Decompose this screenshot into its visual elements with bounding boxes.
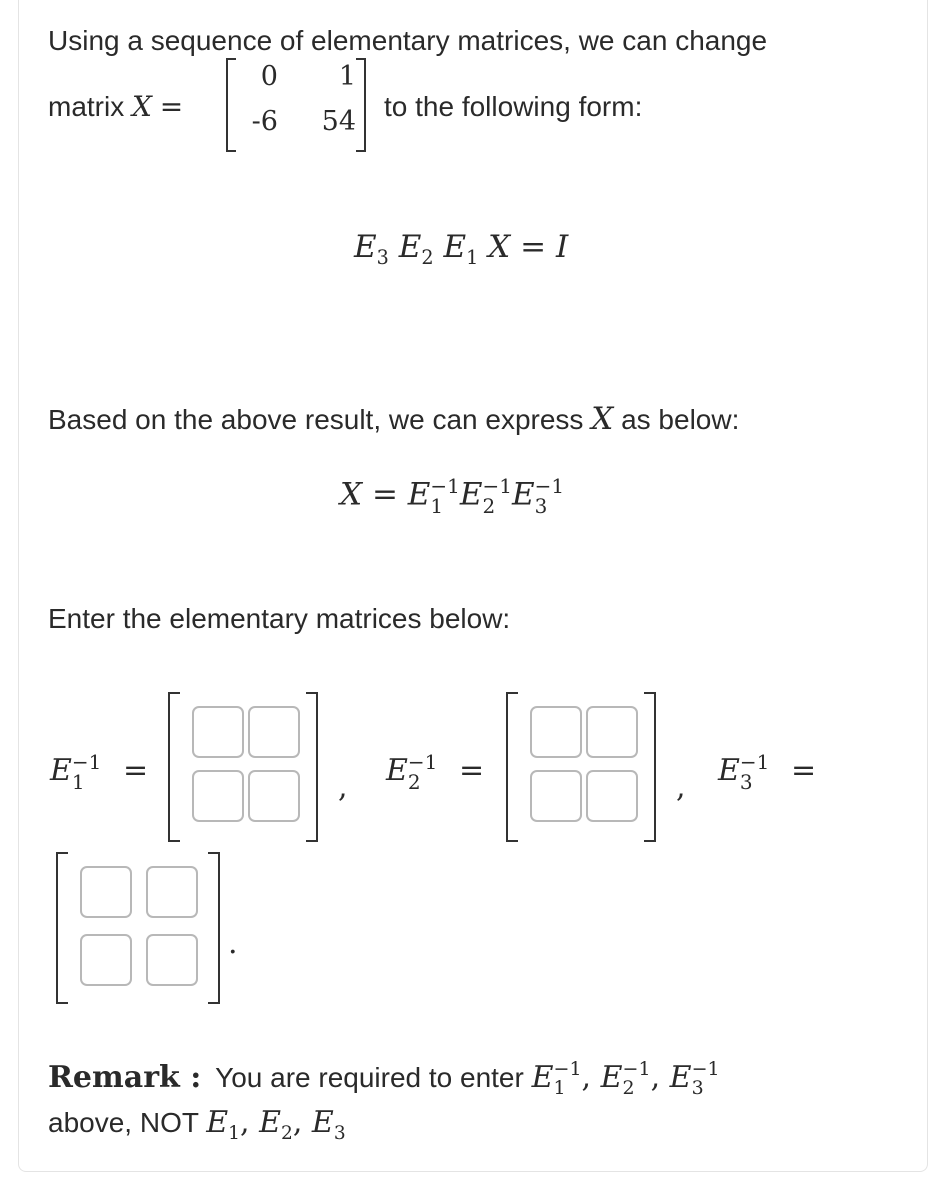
e3-inverse-label (718, 752, 816, 792)
bracket-left (226, 58, 236, 152)
matrix-x (226, 58, 366, 152)
e1-inv-cell-12-input[interactable] (248, 706, 300, 758)
intro-line-1: Using a sequence of elementary matrices, we can change (48, 25, 768, 56)
e2-inverse-label (386, 752, 484, 792)
inverse-superscript: −1 (553, 1058, 582, 1080)
matrix-cell: 0 (260, 61, 278, 92)
express-line (48, 402, 739, 437)
e-letter: E (531, 1060, 554, 1095)
identity-letter: I (555, 229, 569, 265)
subscript-2: 2 (280, 1123, 293, 1144)
e1-inverse-label (50, 752, 148, 792)
bracket-left (506, 692, 518, 842)
subscript-1: 1 (71, 770, 85, 794)
equals-sign: = (371, 476, 398, 513)
subscript-1: 1 (430, 494, 444, 518)
intro-suffix: to the following form: (384, 91, 643, 122)
equation-e3e2e1x-eq-i (354, 230, 568, 275)
var-x: X (591, 401, 614, 437)
subscript-2: 2 (482, 494, 496, 518)
intro-matrix-prefix (48, 90, 183, 124)
enter-matrices-label: Enter the elementary matrices below: (48, 603, 511, 634)
e-letter: E (386, 753, 408, 788)
e3-inv-cell-12-input[interactable] (146, 866, 198, 918)
e2-inv-cell-21-input[interactable] (530, 770, 582, 822)
e-letter: E (50, 753, 72, 788)
equals-sign: = (159, 90, 184, 123)
equals-sign: = (790, 753, 817, 788)
comma: , (292, 1105, 303, 1140)
bracket-right (306, 692, 318, 842)
matrix-cell: 1 (338, 61, 356, 92)
e-letter: E (311, 1105, 334, 1140)
matrix-cell: -6 (251, 106, 278, 137)
subscript-3: 3 (691, 1077, 704, 1099)
e-letter: E (718, 753, 740, 788)
remark-not-text: above, NOT (48, 1107, 199, 1138)
matrix-word: matrix (48, 91, 125, 122)
comma-1: , (338, 770, 348, 805)
e1-inv-cell-22-input[interactable] (248, 770, 300, 822)
remark-label: Remark : (48, 1060, 202, 1095)
e1-letter: E (443, 229, 467, 265)
e2-subscript: 2 (421, 246, 434, 270)
comma-2: , (676, 770, 686, 805)
e3-subscript: 3 (376, 246, 389, 270)
equals-sign: = (122, 753, 149, 788)
e3-inv-cell-11-input[interactable] (80, 866, 132, 918)
e3-inv-cell-22-input[interactable] (146, 934, 198, 986)
inverse-superscript: −1 (430, 474, 460, 498)
inverse-superscript: −1 (71, 750, 102, 774)
inverse-superscript: −1 (622, 1058, 651, 1080)
subscript-3: 3 (739, 770, 753, 794)
e-letter: E (669, 1060, 692, 1095)
var-x: X (132, 90, 152, 123)
e3-letter: E (354, 229, 377, 265)
e2-inv-cell-12-input[interactable] (586, 706, 638, 758)
inverse-superscript: −1 (407, 750, 438, 774)
comma: , (239, 1105, 250, 1140)
e1-inv-cell-11-input[interactable] (192, 706, 244, 758)
e1-inv-cell-21-input[interactable] (192, 770, 244, 822)
e-letter: E (206, 1105, 229, 1140)
period: . (228, 926, 238, 961)
inverse-superscript: −1 (691, 1058, 720, 1080)
matrix-cell: 54 (321, 106, 356, 137)
bracket-right (644, 692, 656, 842)
bracket-left (168, 692, 180, 842)
e1-subscript: 1 (466, 246, 479, 270)
remark-line-1 (48, 1060, 720, 1098)
e2-inv-cell-11-input[interactable] (530, 706, 582, 758)
e-letter: E (259, 1105, 281, 1140)
e2-inverse-matrix (506, 692, 656, 842)
e1-inverse-matrix (168, 692, 318, 842)
e3-inverse-matrix (56, 852, 220, 1004)
equation-x-inverse-product (340, 476, 564, 516)
e-letter: E (600, 1060, 623, 1095)
e2-letter: E (398, 229, 422, 265)
express-text-before: Based on the above result, we can express (48, 404, 584, 435)
subscript-1: 1 (228, 1123, 240, 1144)
comma: , (650, 1060, 661, 1095)
inverse-superscript: −1 (534, 474, 565, 498)
x-letter: X (488, 229, 511, 265)
e-letter: E (459, 476, 483, 513)
x-letter: X (340, 476, 363, 513)
comma: , (581, 1060, 592, 1095)
e-letter: E (512, 476, 535, 513)
inverse-superscript: −1 (739, 750, 770, 774)
subscript-3: 3 (333, 1123, 346, 1144)
equals-sign: = (458, 753, 485, 788)
equals-sign: = (520, 229, 547, 265)
e-letter: E (407, 476, 431, 513)
e2-inv-cell-22-input[interactable] (586, 770, 638, 822)
inverse-superscript: −1 (482, 474, 513, 498)
subscript-2: 2 (622, 1077, 635, 1099)
bracket-left (56, 852, 68, 1004)
bracket-right (208, 852, 220, 1004)
remark-line-2 (48, 1106, 346, 1151)
express-text-after: as below: (621, 404, 740, 435)
subscript-2: 2 (407, 770, 421, 794)
remark-text: You are required to enter (215, 1062, 524, 1093)
bracket-right (356, 58, 366, 152)
subscript-1: 1 (553, 1077, 566, 1099)
e3-inv-cell-21-input[interactable] (80, 934, 132, 986)
subscript-3: 3 (534, 494, 548, 518)
